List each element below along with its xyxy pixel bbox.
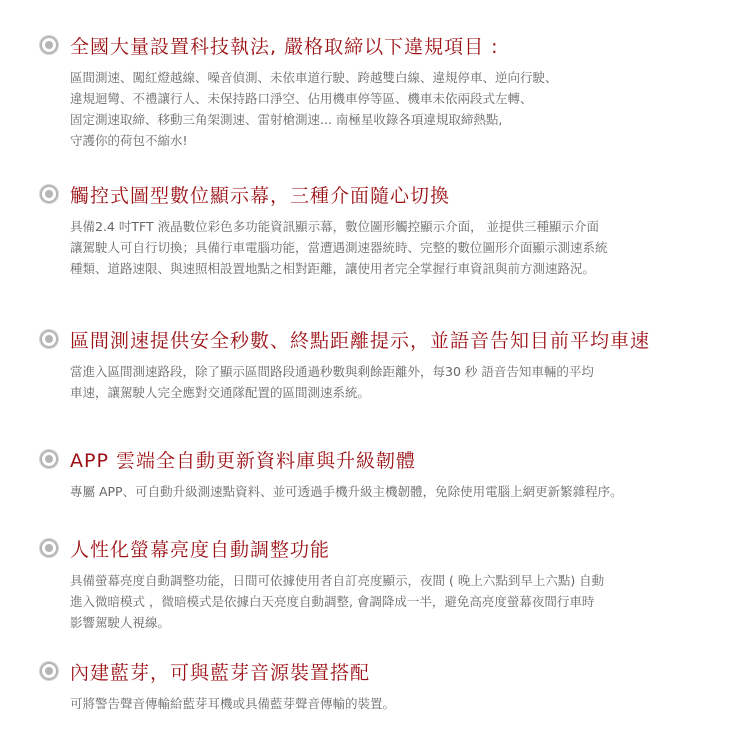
circle-bullet-icon xyxy=(40,450,58,468)
body-line: 進入微暗模式 ，微暗模式是依據白天亮度自動調整, 會調降成一半，避免高亮度螢幕夜間行車時 xyxy=(70,594,595,609)
circle-bullet-icon xyxy=(40,662,58,680)
section-heading xyxy=(40,657,720,685)
section-heading xyxy=(40,534,720,562)
body-line: 守護你的荷包不縮水! xyxy=(70,133,188,148)
section-title: 人性化螢幕亮度自動調整功能 xyxy=(70,538,331,561)
section-body xyxy=(70,361,720,403)
circle-bullet-icon xyxy=(40,539,58,557)
feature-section-average-speed xyxy=(40,325,720,403)
body-line: 固定測速取締、移動三角架測速、雷射槍測速... 南極星收錄各項違規取締熱點, xyxy=(70,112,503,127)
feature-section-auto-brightness xyxy=(40,534,720,633)
circle-bullet-icon xyxy=(40,330,58,348)
feature-section-bluetooth xyxy=(40,657,720,714)
section-body xyxy=(70,693,720,714)
section-title: 觸控式圖型數位顯示幕，三種介面隨心切換 xyxy=(70,184,451,207)
body-line: 具備2.4 吋TFT 液晶數位彩色多功能資訊顯示幕，數位圖形觸控顯示介面， 並提供三種顯示介面 xyxy=(70,219,600,234)
body-line: 當進入區間測速路段，除了顯示區間路段通過秒數與剩餘距離外，每30 秒 語音告知車輛的平均 xyxy=(70,364,594,379)
section-heading xyxy=(40,445,720,473)
section-heading xyxy=(40,31,720,59)
section-title: 內建藍芽，可與藍芽音源裝置搭配 xyxy=(70,661,371,684)
feature-section-app-update xyxy=(40,445,720,502)
body-line: 具備螢幕亮度自動調整功能，日間可依據使用者自訂亮度顯示，夜間 ( 晚上六點到早上六點) 自動 xyxy=(70,573,605,588)
section-body xyxy=(70,481,720,502)
section-heading xyxy=(40,180,720,208)
section-body xyxy=(70,67,720,151)
body-line: 種類、道路速限、與速照相設置地點之相對距離，讓使用者完全掌握行車資訊與前方測速路況。 xyxy=(70,261,596,276)
body-line: 影響駕駛人視線。 xyxy=(70,615,171,630)
section-title: 全國大量設置科技執法, 嚴格取締以下違規項目 : xyxy=(70,35,499,58)
feature-section-touch-display xyxy=(40,180,720,279)
section-body xyxy=(70,216,720,279)
section-heading xyxy=(40,325,720,353)
section-body xyxy=(70,570,720,633)
circle-bullet-icon xyxy=(40,185,58,203)
feature-section-enforcement xyxy=(40,31,720,151)
body-line: 可將警告聲音傳輸給藍芽耳機或具備藍芽聲音傳輸的裝置。 xyxy=(70,696,396,711)
circle-bullet-icon xyxy=(40,36,58,54)
body-line: 違規迴彎、不禮讓行人、未保持路口淨空、佔用機車停等區、機車未依兩段式左轉、 xyxy=(70,91,533,106)
body-line: 專屬 APP、可自動升級測速點資料、並可透過手機升級主機韌體，免除使用電腦上網更新繁雜程序。 xyxy=(70,484,623,499)
body-line: 車速，讓駕駛人完全應對交通隊配置的區間測速系統。 xyxy=(70,385,371,400)
body-line: 區間測速、闖紅燈越線、噪音偵測、未依車道行駛、跨越雙白線、違規停車、逆向行駛、 xyxy=(70,70,558,85)
section-title: APP 雲端全自動更新資料庫與升級韌體 xyxy=(70,449,416,472)
body-line: 讓駕駛人可自行切換；具備行車電腦功能，當遭遇測速器統時、完整的數位圖形介面顯示測速系統 xyxy=(70,240,608,255)
section-title: 區間測速提供安全秒數、終點距離提示，並語音告知目前平均車速 xyxy=(70,329,651,352)
